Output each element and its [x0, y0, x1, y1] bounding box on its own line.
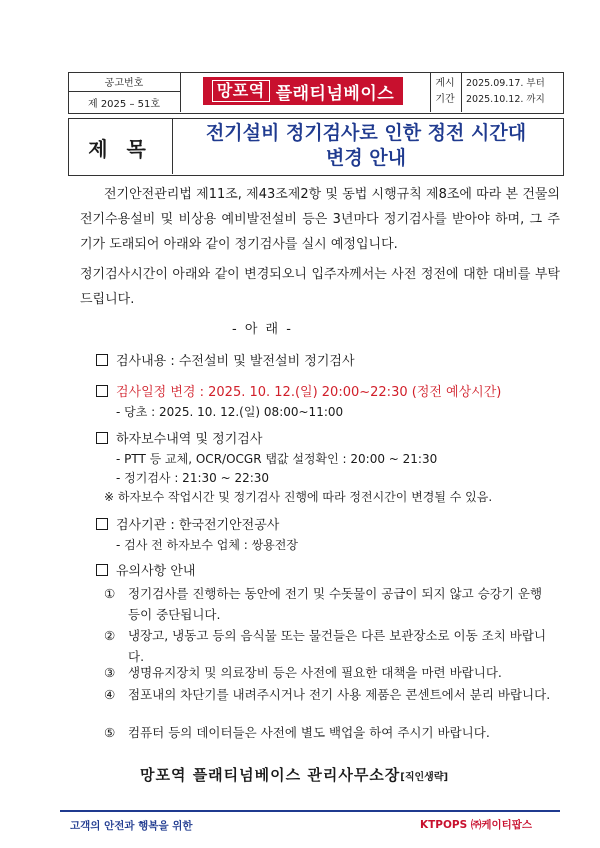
caution-number: ④ — [104, 687, 116, 702]
caution-number: ② — [104, 628, 116, 643]
item-cautions — [96, 562, 195, 582]
checkbox-icon — [96, 518, 108, 530]
posting-label-line1: 게시 — [435, 78, 455, 89]
item-agency — [96, 516, 279, 536]
title-line2: 변경 안내 — [325, 147, 407, 169]
caution-item — [104, 662, 554, 683]
caution-item — [104, 722, 554, 743]
signature — [140, 764, 448, 785]
item-inspection-content — [96, 352, 355, 372]
brand-logo — [203, 77, 403, 105]
item-text: 검사내용 : 수전설비 및 발전설비 정기검사 — [116, 354, 355, 369]
request-paragraph: 정기검사시간이 아래와 같이 변경되오니 입주자께서는 사전 정전에 대한 대비를 부탁드립니다. — [80, 267, 560, 307]
posting-start: 2025.09.17. 부터 — [466, 78, 545, 89]
item-text: 유의사항 안내 — [116, 564, 196, 579]
title-label: 제 목 — [88, 137, 152, 161]
title-line1: 전기설비 정기검사로 인한 정전 시간대 — [205, 122, 527, 144]
caution-item — [104, 625, 554, 667]
caution-text: 컴퓨터 등의 데이터들은 사전에 별도 백업을 하여 주시기 바랍니다. — [128, 725, 490, 740]
item-text: 하자보수내역 및 정기검사 — [116, 432, 263, 447]
signature-seal-note: [직인생략] — [400, 772, 449, 783]
footer-slogan: 고객의 안전과 행복을 위한 — [70, 820, 193, 832]
caution-number: ① — [104, 586, 116, 601]
signature-text: 망포역 플래티넘베이스 관리사무소장 — [140, 766, 401, 784]
caution-number: ⑤ — [104, 725, 116, 740]
caution-text: 점포내의 차단기를 내려주시거나 전기 사용 제품은 콘센트에서 분리 바랍니다. — [128, 687, 551, 702]
header-divider — [68, 91, 180, 92]
footer-company: KTPOPS ㈜케이티팝스 — [420, 819, 533, 831]
caution-text: 냉장고, 냉동고 등의 음식물 또는 물건들은 다른 보관장소로 이동 조치 바랍니다. — [128, 628, 547, 664]
logo-badge: 망포역 — [212, 80, 270, 102]
item-repair-note: ※ 하자보수 작업시간 및 정기검사 진행에 따라 정전시간이 변경될 수 있음. — [104, 490, 493, 504]
checkbox-icon — [96, 385, 108, 397]
item-schedule-original: - 당초 : 2025. 10. 12.(일) 08:00~11:00 — [116, 405, 344, 419]
caution-item — [104, 583, 554, 625]
posting-period-label — [430, 76, 460, 108]
item-schedule — [96, 383, 501, 403]
section-heading: - 아 래 - — [232, 322, 293, 337]
item-text: 검사일정 변경 : 2025. 10. 12.(일) 20:00~22:30 (정전 예상시간) — [116, 385, 502, 400]
notice-number: 제 2025 – 51호 — [87, 99, 161, 110]
item-text: 검사기관 : 한국전기안전공사 — [116, 518, 280, 533]
item-repair — [96, 430, 262, 450]
intro-paragraph: 전기안전관리법 제11조, 제43조제2항 및 동법 시행규칙 제8조에 따라 본 건물의 전기수용설비 및 비상용 예비발전설비 등은 3년마다 정기검사를 받아야 하며, 그 주기가 도래되어 아래와 같이 정기검사를 실시 예정입니다. — [80, 187, 560, 252]
footer-divider — [60, 810, 560, 812]
logo-text: 플래티넘베이스 — [275, 83, 395, 104]
checkbox-icon — [96, 432, 108, 444]
posting-label-line2: 기간 — [435, 94, 455, 105]
item-repair-detail-1: - PTT 등 교체, OCR/OCGR 탭값 설정확인 : 20:00 ~ 21:30 — [116, 452, 438, 466]
notice-number-label: 공고번호 — [104, 78, 144, 89]
checkbox-icon — [96, 564, 108, 576]
posting-end: 2025.10.12. 까지 — [466, 94, 545, 105]
document-title — [175, 121, 557, 171]
item-agency-sub: - 검사 전 하자보수 업체 : 쌍용전장 — [116, 538, 298, 552]
caution-text: 생명유지장치 및 의료장비 등은 사전에 필요한 대책을 마련 바랍니다. — [128, 665, 502, 680]
checkbox-icon — [96, 354, 108, 366]
caution-text: 정기검사를 진행하는 동안에 전기 및 수돗물이 공급이 되지 않고 승강기 운행 등이 중단됩니다. — [128, 586, 543, 622]
posting-dates — [466, 76, 545, 108]
caution-item — [104, 684, 554, 705]
item-repair-detail-2: - 정기검사 : 21:30 ~ 22:30 — [116, 471, 270, 485]
caution-number: ③ — [104, 665, 116, 680]
